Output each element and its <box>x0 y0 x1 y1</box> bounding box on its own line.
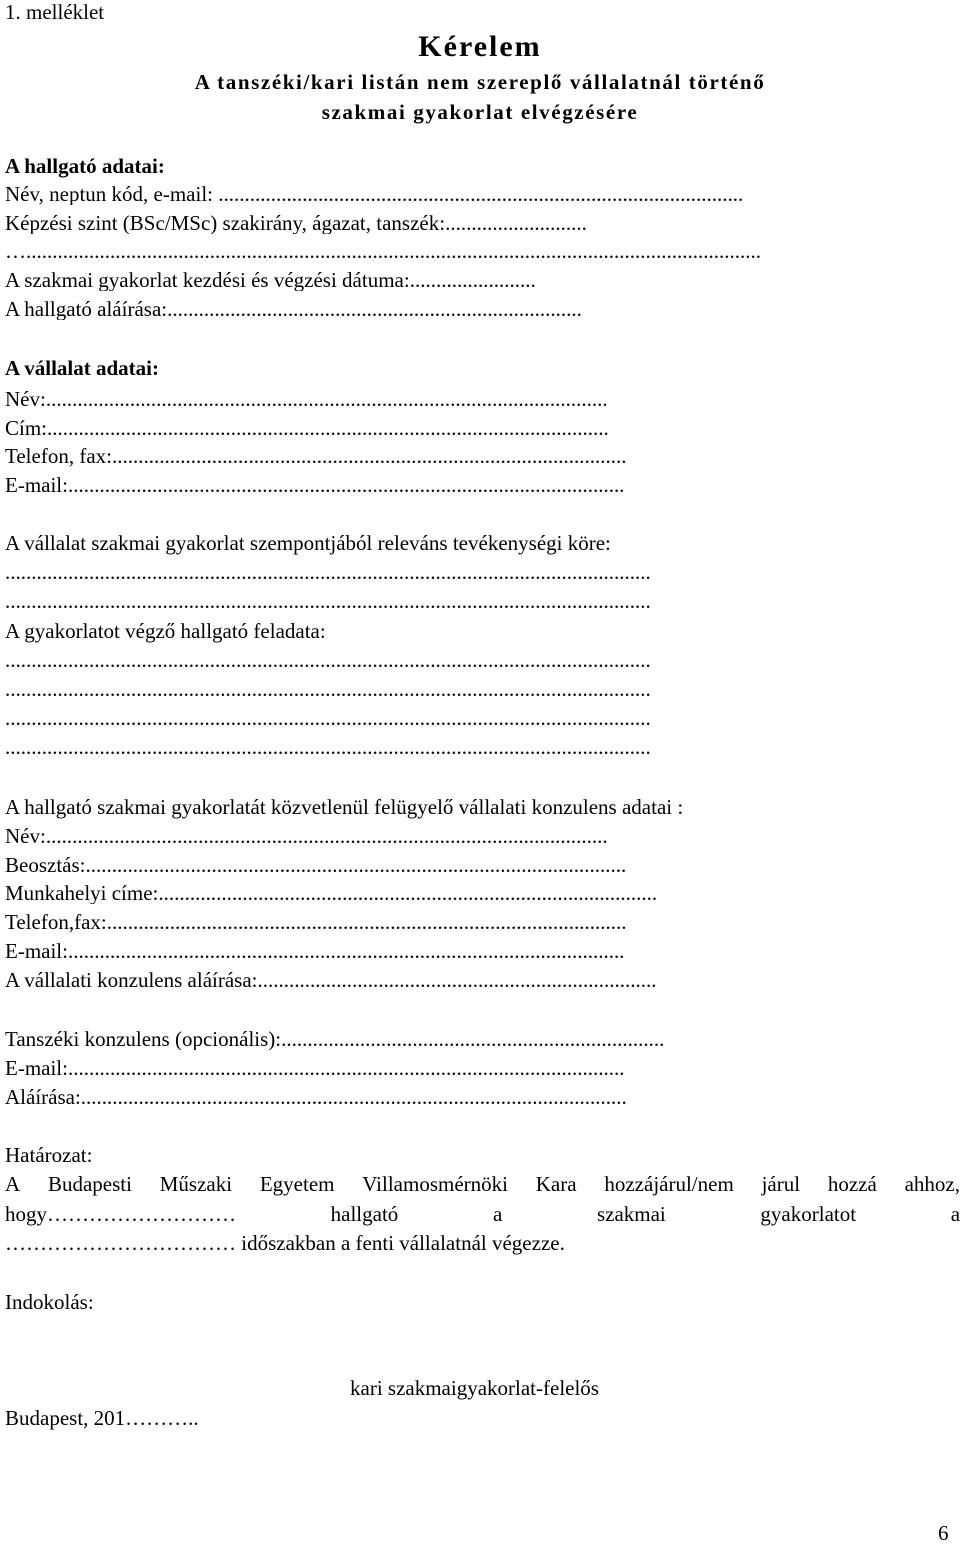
document-title: Kérelem <box>418 30 542 63</box>
department-signature-field[interactable]: Aláírása:........................................................................................................ <box>5 1087 627 1108</box>
decision-word: Budapesti <box>47 1172 132 1196</box>
company-address-field[interactable]: Cím:........................................................................................................... <box>5 418 609 439</box>
company-name-field[interactable]: Név:........................................................................................................... <box>5 389 608 410</box>
decision-line-3[interactable]: …………………………… időszakban a fenti vállalatnál végezze. <box>5 1231 565 1255</box>
student-level-field[interactable]: Képzési szint (BSc/MSc) szakirány, ágazat, tanszék:........................... <box>5 213 587 234</box>
supervisor-signature-field[interactable]: A vállalati konzulens aláírása:............................................................................ <box>5 970 657 991</box>
decision-heading: Határozat: <box>5 1143 93 1167</box>
activity-heading: A vállalat szakmai gyakorlat szempontjából releváns tevékenységi köre: <box>5 531 611 555</box>
decision-line-2 <box>5 1204 960 1225</box>
supervisor-email-field[interactable]: E-mail:.......................................................................................................... <box>5 941 625 962</box>
supervisor-heading: A hallgató szakmai gyakorlatát közvetlenül felügyelő vállalati konzulens adatai : <box>5 795 684 819</box>
decision-word: Kara <box>535 1172 577 1196</box>
task-heading: A gyakorlatot végző hallgató feladata: <box>5 619 326 643</box>
decision-word[interactable]: hogy……………………… <box>5 1202 236 1226</box>
decision-word: ahhoz, <box>904 1172 960 1196</box>
supervisor-phone-field[interactable]: Telefon,fax:................................................................................................... <box>5 912 627 933</box>
decision-line-1 <box>5 1174 960 1195</box>
document-subtitle-line2: szakmai gyakorlat elvégzésére <box>321 100 639 124</box>
place-date[interactable]: Budapest, 201……….. <box>5 1406 199 1430</box>
decision-word: a <box>492 1202 503 1226</box>
decision-word: gyakorlatot <box>760 1202 857 1226</box>
student-name-field[interactable]: Név, neptun kód, e-mail: .................................................................................................... <box>5 184 744 205</box>
company-phone-field[interactable]: Telefon, fax:.................................................................................................. <box>5 446 627 467</box>
justification-label: Indokolás: <box>5 1290 94 1314</box>
company-heading: A vállalat adatai: <box>5 356 160 380</box>
supervisor-position-field[interactable]: Beosztás:....................................................................................................... <box>5 855 627 876</box>
internship-dates-field[interactable]: A szakmai gyakorlat kezdési és végzési dátuma:........................ <box>5 270 536 291</box>
decision-word: hozzájárul/nem <box>604 1172 734 1196</box>
supervisor-name-field[interactable]: Név:........................................................................................................... <box>5 826 608 847</box>
task-line-4[interactable]: ........................................................................................................................... <box>5 737 651 758</box>
decision-word: járul <box>761 1172 801 1196</box>
decision-word: szakmai <box>596 1202 666 1226</box>
decision-word: hozzá <box>827 1172 877 1196</box>
student-signature-field[interactable]: A hallgató aláírása:............................................................................... <box>5 299 582 320</box>
decision-word: hallgató <box>330 1202 399 1226</box>
task-line-1[interactable]: ........................................................................................................................... <box>5 650 651 671</box>
activity-line-2[interactable]: ........................................................................................................................... <box>5 591 651 612</box>
department-consultant-field[interactable]: Tanszéki konzulens (opcionális):......................................................................... <box>5 1029 665 1050</box>
student-heading: A hallgató adatai: <box>5 154 165 178</box>
department-email-field[interactable]: E-mail:.......................................................................................................... <box>5 1058 625 1079</box>
activity-line-1[interactable]: ........................................................................................................................... <box>5 562 651 583</box>
page-number: 6 <box>938 1521 949 1545</box>
responsible-title: kari szakmaigyakorlat-felelős <box>350 1376 599 1400</box>
task-line-3[interactable]: ........................................................................................................................... <box>5 708 651 729</box>
decision-word: Villamosmérnöki <box>362 1172 508 1196</box>
decision-word: A <box>5 1172 21 1196</box>
decision-word: a <box>950 1202 960 1226</box>
task-line-2[interactable]: ........................................................................................................................... <box>5 679 651 700</box>
decision-word: Műszaki <box>159 1172 233 1196</box>
company-email-field[interactable]: E-mail:.......................................................................................................... <box>5 475 625 496</box>
student-level-continuation[interactable]: …............................................................................................................................................ <box>5 241 761 262</box>
document-subtitle-line1: A tanszéki/kari listán nem szereplő vállalatnál történő <box>194 70 766 94</box>
annex-label: 1. melléklet <box>5 0 105 24</box>
supervisor-workplace-field[interactable]: Munkahelyi címe:............................................................................................... <box>5 883 658 904</box>
decision-word: Egyetem <box>259 1172 335 1196</box>
